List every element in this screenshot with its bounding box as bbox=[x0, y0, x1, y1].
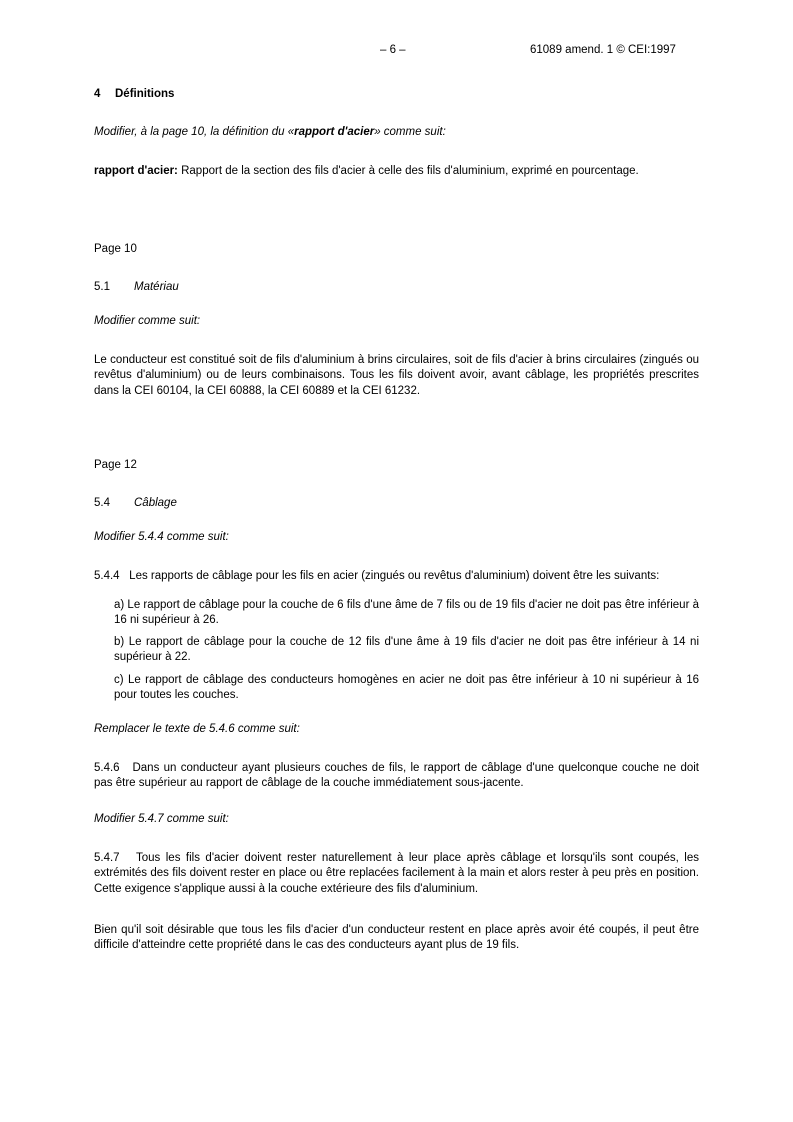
clause-4-instruction-term: rapport d'acier bbox=[294, 126, 375, 138]
paragraph-5-4-6 bbox=[94, 761, 699, 791]
page-12-label: Page 12 bbox=[94, 458, 137, 471]
clause-4-number: 4 bbox=[94, 88, 101, 100]
clause-4-title: Définitions bbox=[115, 88, 175, 100]
subclause-5-1-title: Matériau bbox=[134, 281, 179, 294]
subclause-5-1-heading bbox=[94, 281, 699, 293]
clause-4-definition bbox=[94, 164, 699, 179]
list-item: b) Le rapport de câblage pour la couche de 12 fils d'une âme à 19 fils d'acier ne doit pas être inférieur à 14 ni supérieur à 22. bbox=[114, 636, 699, 664]
clause-4-instruction-suffix: » comme suit: bbox=[374, 126, 446, 138]
page-10-body: Le conducteur est constitué soit de fils d'aluminium à brins circulaires, soit de fils d'acier à brins circulaires (zingués ou revêtus d'aluminium) ou de leurs combinaisons. Tous les fils doivent avoir, avant câblage, les propriétés prescrites dans la CEI 60104, la CEI 60888, la CEI 60889 et la CEI 61232. bbox=[94, 354, 699, 397]
definition-term: rapport d'acier: bbox=[94, 165, 178, 177]
subclause-5-4-title: Câblage bbox=[134, 496, 177, 509]
page-10-label: Page 10 bbox=[94, 243, 137, 256]
subclause-5-1-number: 5.1 bbox=[94, 281, 110, 294]
clause-4-instruction-prefix: Modifier, à la page 10, la définition du « bbox=[94, 126, 295, 138]
paragraph-5-4-7 bbox=[94, 851, 699, 897]
document-body bbox=[94, 88, 699, 953]
list-item: c) Le rapport de câblage des conducteurs homogènes en acier ne doit pas être inférieur à 10 ni supérieur à 16 pour toutes les couches. bbox=[114, 673, 699, 701]
subclause-5-4-heading bbox=[94, 497, 699, 509]
instruction-5-4-4: Modifier 5.4.4 comme suit: bbox=[94, 530, 229, 543]
paragraph-5-4-4-number: 5.4.4 bbox=[94, 569, 120, 582]
closing-paragraph: Bien qu'il soit désirable que tous les fils d'acier d'un conducteur restent en place après avoir été coupés, il peut être difficile d'atteindre cette propriété dans le cas des conducteurs ayant plus de 19 fils. bbox=[94, 923, 699, 951]
paragraph-5-4-6-text: Dans un conducteur ayant plusieurs couches de fils, le rapport de câblage d'une quelconque couche ne doit pas être supérieur au rapport de câblage de la couche immédiatement sous-jacente. bbox=[94, 761, 699, 790]
header-page-number: – 6 – bbox=[380, 44, 406, 56]
page-10-instruction: Modifier comme suit: bbox=[94, 315, 201, 328]
instruction-5-4-7: Modifier 5.4.7 comme suit: bbox=[94, 813, 229, 826]
subclause-5-4-number: 5.4 bbox=[94, 496, 110, 509]
paragraph-5-4-7-number: 5.4.7 bbox=[94, 852, 120, 865]
paragraph-5-4-4-text: Les rapports de câblage pour les fils en acier (zingués ou revêtus d'aluminium) doivent être les suivants: bbox=[129, 569, 660, 582]
clause-4-heading bbox=[94, 88, 699, 100]
paragraph-5-4-7-text: Tous les fils d'acier doivent rester naturellement à leur place après câblage et lorsqu'ils sont coupés, les extrémités des fils doivent rester en place ou être replacées facilement à la main et alors rester à peu près en position. Cette exigence s'applique aussi à la couche extérieure des fils d'aluminium. bbox=[94, 852, 699, 895]
instruction-5-4-6: Remplacer le texte de 5.4.6 comme suit: bbox=[94, 722, 300, 735]
paragraph-5-4-6-number: 5.4.6 bbox=[94, 761, 120, 774]
definition-text: Rapport de la section des fils d'acier à celle des fils d'aluminium, exprimé en pourcentage. bbox=[177, 165, 639, 177]
paragraph-5-4-4 bbox=[94, 569, 699, 584]
clause-4-instruction bbox=[94, 126, 699, 138]
list-item: a) Le rapport de câblage pour la couche de 6 fils d'une âme de 7 fils ou de 19 fils d'acier ne doit pas être inférieur à 16 ni supérieur à 26. bbox=[114, 598, 699, 627]
page-header bbox=[94, 44, 699, 60]
header-document-reference: 61089 amend. 1 © CEI:1997 bbox=[530, 44, 676, 56]
